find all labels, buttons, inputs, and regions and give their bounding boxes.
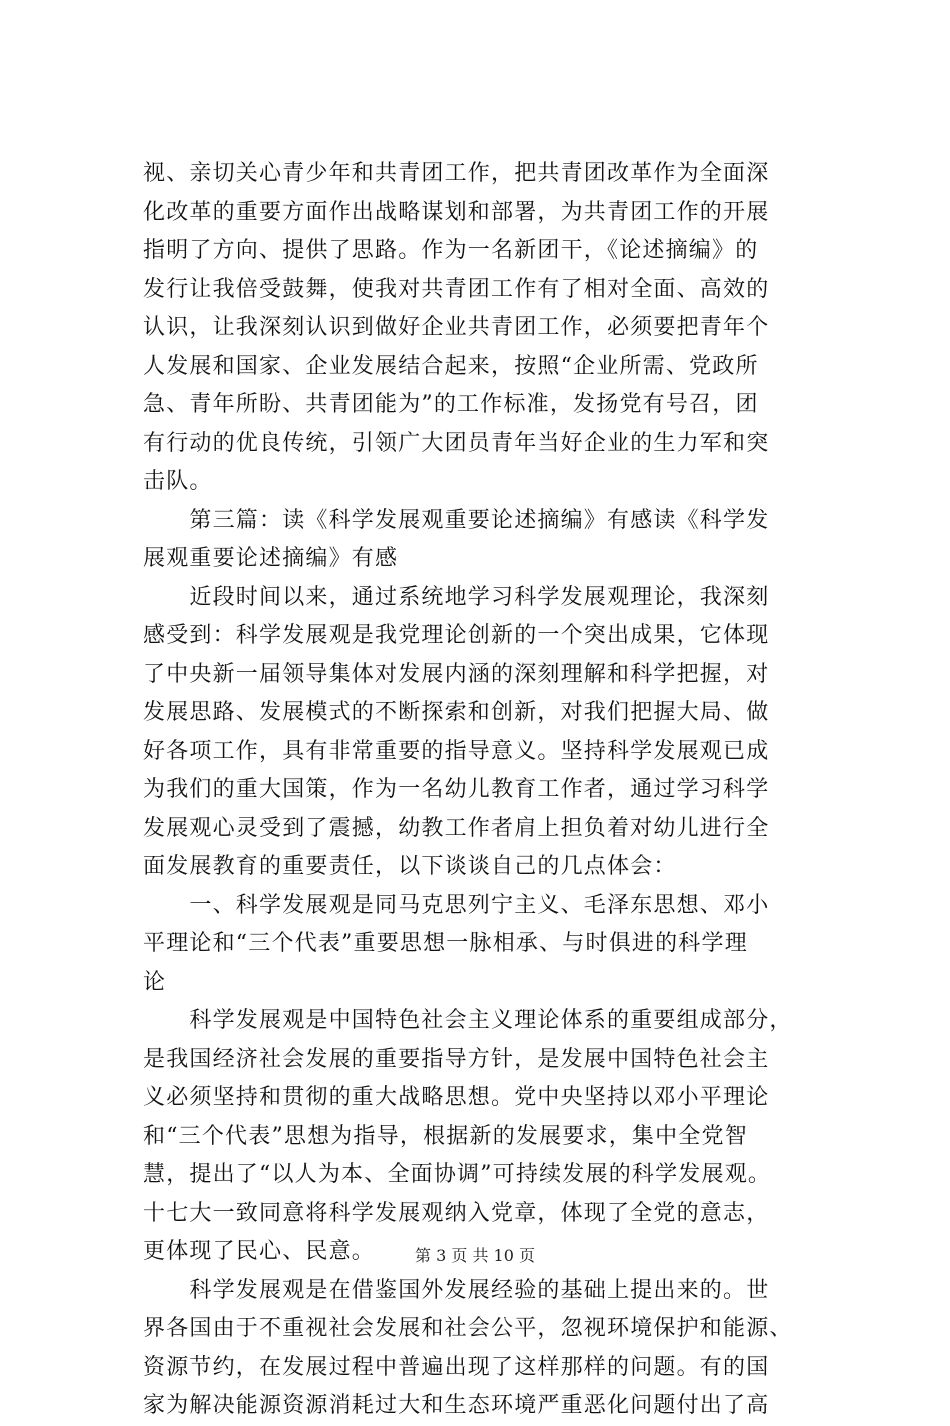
text-line: 人发展和国家、企业发展结合起来，按照“企业所需、党政所: [143, 353, 759, 379]
text-line: 为我们的重大国策，作为一名幼儿教育工作者，通过学习科学: [143, 777, 770, 802]
text-line: 了中央新一届领导集体对发展内涵的深刻理解和科学把握，对: [143, 661, 770, 687]
text-line: 击队。: [143, 469, 213, 494]
text-line: 发行让我倍受鼓舞，使我对共青团工作有了相对全面、高效的: [143, 276, 770, 302]
text-line: 科学发展观是在借鉴国外发展经验的基础上提出来的。世: [143, 1277, 770, 1303]
text-line: 发展观心灵受到了震撼，幼教工作者肩上担负着对幼儿进行全: [143, 815, 770, 841]
text-line: 感受到：科学发展观是我党理论创新的一个突出成果，它体现: [143, 623, 770, 648]
text-line: 发展思路、发展模式的不断探索和创新，对我们把握大局、做: [143, 700, 770, 725]
page-number: 第 3 页 共 10 页: [415, 1246, 535, 1265]
text-line: 义必须坚持和贯彻的重大战略思想。党中央坚持以邓小平理论: [143, 1085, 770, 1110]
text-line: 化改革的重要方面作出战略谋划和部署，为共青团工作的开展: [143, 199, 770, 225]
page-footer: [0, 1243, 950, 1266]
text-line: 指明了方向、提供了思路。作为一名新团干，《论述摘编》的: [143, 238, 759, 263]
text-line: 十七大一致同意将科学发展观纳入党章，体现了全党的意志，: [143, 1200, 770, 1226]
section-heading-line: 第三篇：读《科学发展观重要论述摘编》有感读《科学发: [143, 507, 770, 533]
text-line: 近段时间以来，通过系统地学习科学发展观理论，我深刻: [143, 584, 770, 610]
text-line: 家为解决能源资源消耗过大和生态环境严重恶化问题付出了高: [143, 1393, 770, 1418]
text-line: 资源节约，在发展过程中普遍出现了这样那样的问题。有的国: [143, 1354, 770, 1380]
text-line: 面发展教育的重要责任，以下谈谈自己的几点体会：: [143, 854, 677, 879]
subheading-line: 论: [143, 969, 167, 995]
text-line: 有行动的优良传统，引领广大团员青年当好企业的生力军和突: [143, 430, 770, 456]
text-line: 界各国由于不重视社会发展和社会公平，忽视环境保护和能源、: [143, 1316, 793, 1341]
text-line: 科学发展观是中国特色社会主义理论体系的重要组成部分，: [143, 1008, 793, 1033]
subheading-line: 平理论和“三个代表”重要思想一脉相承、与时俱进的科学理: [143, 931, 748, 956]
text-line: 急、青年所盼、共青团能为”的工作标准，发扬党有号召，团: [143, 392, 759, 417]
section-heading-line: 展观重要论述摘编》有感: [143, 546, 399, 571]
text-line: 认识，让我深刻认识到做好企业共青团工作，必须要把青年个: [143, 315, 770, 340]
subheading-line: 一、科学发展观是同马克思列宁主义、毛泽东思想、邓小: [143, 892, 770, 918]
text-line: 和“三个代表”思想为指导，根据新的发展要求，集中全党智: [143, 1123, 748, 1149]
text-line: 是我国经济社会发展的重要指导方针，是发展中国特色社会主: [143, 1046, 770, 1072]
text-line: 慧，提出了“以人为本、全面协调”可持续发展的科学发展观。: [143, 1162, 772, 1187]
text-line: 更体现了民心、民意。: [143, 1239, 376, 1264]
body-text: [143, 155, 831, 1426]
text-line: 视、亲切关心青少年和共青团工作，把共青团改革作为全面深: [143, 161, 770, 186]
text-line: 好各项工作，具有非常重要的指导意义。坚持科学发展观已成: [143, 738, 770, 764]
